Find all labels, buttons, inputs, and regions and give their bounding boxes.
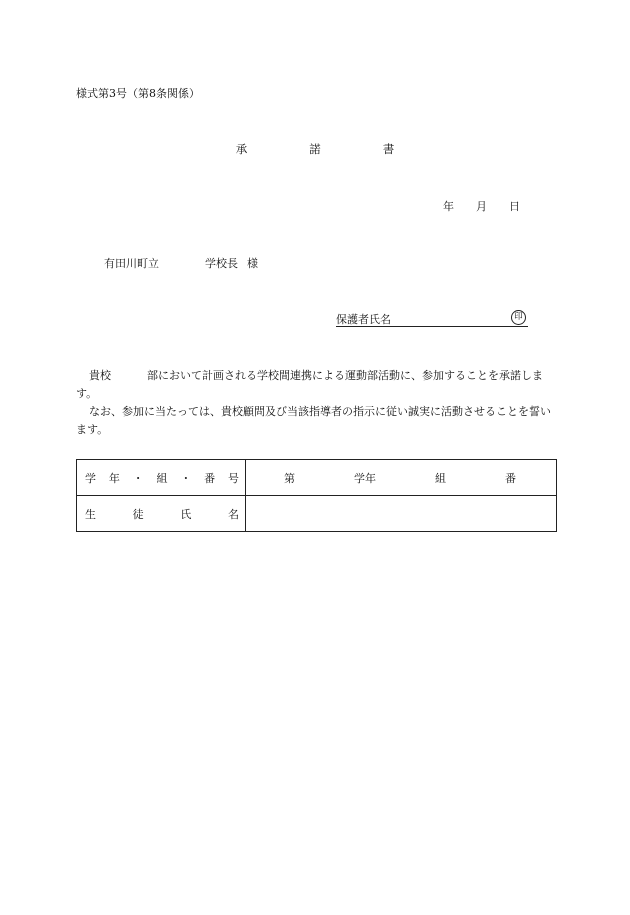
label-char: 徒 [132, 507, 144, 521]
label-char: 氏 [180, 507, 192, 521]
consent-body [76, 367, 556, 439]
document-title [0, 141, 630, 157]
label-char: 学 [85, 471, 96, 485]
addressee-honorific: 様 [247, 257, 258, 270]
guardian-label: 保護者氏名 [336, 313, 391, 326]
number-unit: 番 [505, 471, 516, 485]
date-month: 月 [476, 200, 487, 213]
p1-start: 貴校 [89, 369, 111, 382]
paragraph-1 [76, 367, 556, 403]
label-char: ・ [180, 471, 192, 485]
table-row [77, 460, 557, 496]
grade-class-number-field[interactable] [246, 460, 557, 496]
title-char-2: 諾 [309, 142, 321, 156]
addressee [104, 255, 258, 271]
p1-rest: 部において計画される学校間連携による運動部活動に、参加することを承諾します。 [76, 369, 543, 400]
date-line [443, 198, 520, 214]
student-info-table [76, 459, 557, 532]
table-row [77, 496, 557, 532]
student-name-label [77, 496, 246, 532]
label-char: 組 [156, 471, 168, 485]
date-year: 年 [443, 200, 454, 213]
title-char-3: 書 [382, 142, 395, 156]
class-unit: 組 [435, 471, 446, 485]
label-char: 号 [227, 471, 239, 485]
grade-prefix: 第 [284, 471, 295, 485]
title-char-1: 承 [235, 142, 248, 156]
label-char: 名 [227, 507, 239, 521]
label-char: 年 [108, 471, 120, 485]
label-char: 生 [85, 507, 96, 521]
grade-class-number-label [77, 460, 246, 496]
guardian-name-field[interactable] [336, 311, 528, 327]
form-number: 様式第3号（第8条関係） [76, 87, 200, 100]
label-char: ・ [132, 471, 144, 485]
date-day: 日 [509, 200, 520, 213]
seal-mark: 印 [511, 310, 526, 325]
student-name-field[interactable] [246, 496, 557, 532]
paragraph-2: なお、参加に当たっては、貴校顧問及び当該指導者の指示に従い誠実に活動させることを誓います。 [76, 405, 551, 436]
label-char: 番 [204, 471, 216, 485]
addressee-town: 有田川町立 [104, 257, 159, 270]
addressee-principal: 学校長 [205, 257, 238, 270]
grade-unit: 学年 [354, 471, 376, 485]
